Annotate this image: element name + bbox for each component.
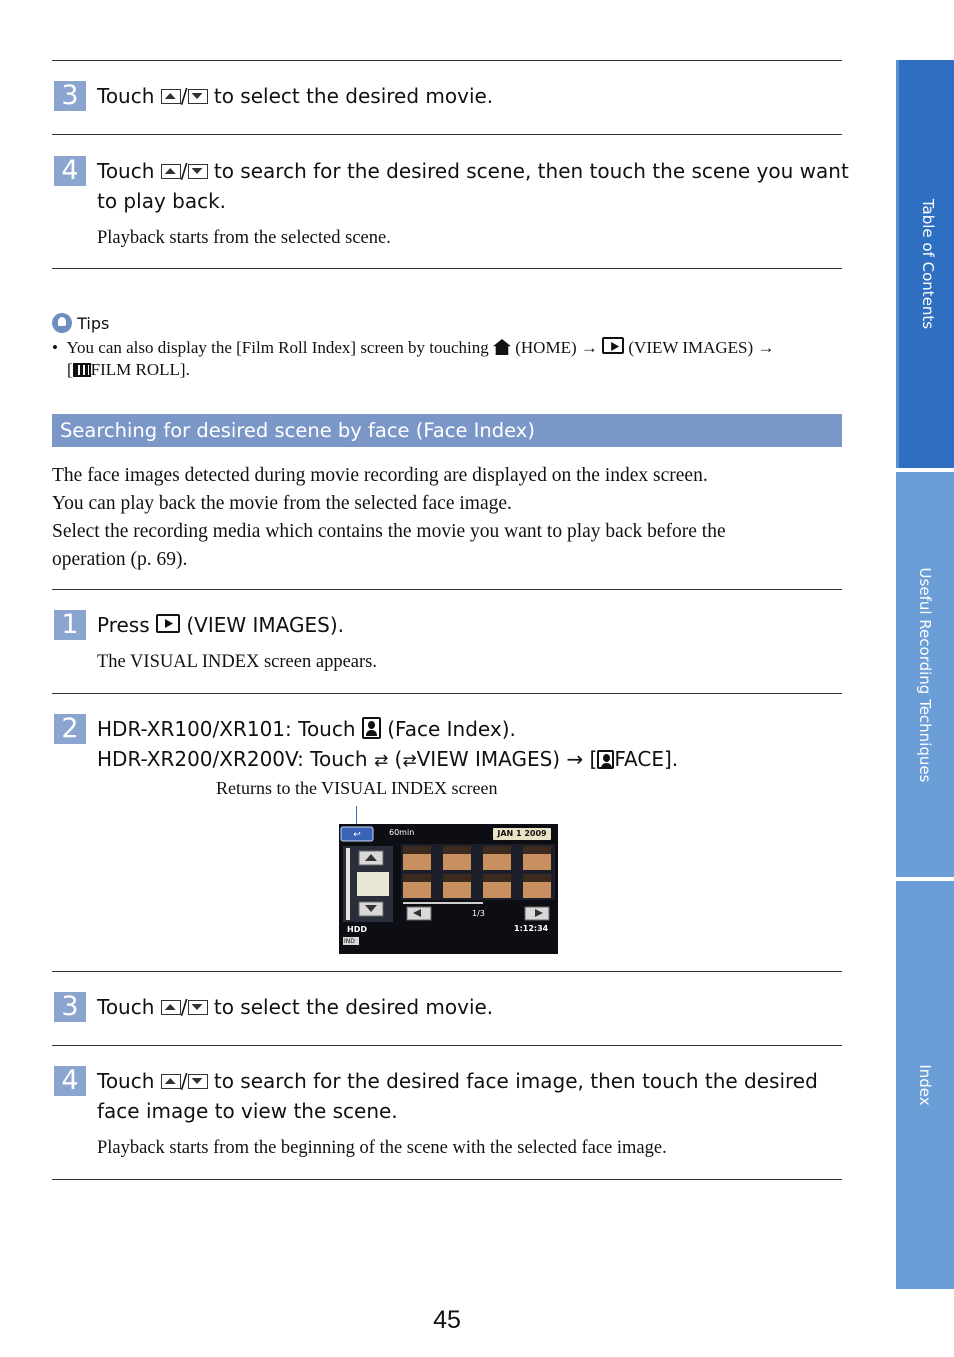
tips-text: [ xyxy=(67,360,73,379)
section-heading: Searching for desired scene by face (Face Index) xyxy=(52,414,842,447)
tips-text: (VIEW IMAGES) xyxy=(628,338,754,357)
up-button-icon xyxy=(161,1000,181,1015)
rule xyxy=(52,971,842,972)
up-button-icon xyxy=(161,89,181,104)
step-number: 3 xyxy=(54,81,86,111)
step-number: 3 xyxy=(54,992,86,1022)
tips-item-line2 xyxy=(67,360,842,380)
step-text: to search for the desired scene, then touch the scene you want xyxy=(207,159,849,183)
tab-label: Useful Recording Techniques xyxy=(916,567,934,782)
tips-block xyxy=(52,313,842,380)
down-button-icon xyxy=(188,1074,208,1089)
step-title xyxy=(97,610,344,640)
slash: / xyxy=(180,84,188,108)
tab-label: Index xyxy=(916,1064,934,1106)
step-text: Touch xyxy=(97,84,161,108)
view-images-icon xyxy=(602,337,624,354)
rule xyxy=(52,693,842,694)
step-text: FACE]. xyxy=(614,747,679,771)
down-button-icon xyxy=(188,1000,208,1015)
svg-text:↩: ↩ xyxy=(353,830,361,840)
step-title xyxy=(97,992,493,1022)
step-title xyxy=(97,81,493,111)
lightbulb-icon xyxy=(52,313,72,333)
rule xyxy=(52,134,842,135)
arrow-icon: → xyxy=(566,747,584,771)
swap-icon: ⇄ xyxy=(373,751,389,771)
step-body: Playback starts from the selected scene. xyxy=(97,228,391,248)
face-index-icon xyxy=(362,717,381,739)
up-button-icon xyxy=(161,164,181,179)
down-button-icon xyxy=(188,164,208,179)
swap-icon: ⇄ xyxy=(402,751,417,771)
intro-line: Select the recording media which contains the movie you want to play back before the xyxy=(52,521,726,542)
page-readout: 1/3 xyxy=(472,909,485,918)
step-number: 4 xyxy=(54,1066,86,1096)
arrow-icon: → xyxy=(757,338,775,357)
tips-text: You can also display the [Film Roll Index] screen by touching xyxy=(66,338,493,357)
step-body: Playback starts from the beginning of the scene with the selected face image. xyxy=(97,1138,667,1158)
step-title xyxy=(97,156,849,186)
date-readout: JAN 1 2009 xyxy=(497,829,547,838)
step-title-line2: to play back. xyxy=(97,189,227,213)
step-text: Press xyxy=(97,613,156,637)
rule xyxy=(52,60,842,61)
face-icon xyxy=(597,750,614,769)
rule xyxy=(52,1179,842,1180)
callout-label: Returns to the VISUAL INDEX screen xyxy=(216,778,498,798)
tips-item xyxy=(52,337,842,358)
step-text: HDR-XR100/XR101: Touch xyxy=(97,717,362,741)
slash: / xyxy=(180,995,188,1019)
step-text: VIEW IMAGES) xyxy=(416,747,567,771)
bullet: • xyxy=(52,338,58,357)
step-text: ( xyxy=(388,747,403,771)
step-text: (VIEW IMAGES). xyxy=(180,613,344,637)
arrow-icon: → xyxy=(580,338,598,357)
intro-line: You can play back the movie from the selected face image. xyxy=(52,493,512,514)
step-4-bottom xyxy=(52,1066,842,1166)
page-number: 45 xyxy=(433,1306,461,1334)
intro-line: The face images detected during movie recording are displayed on the index screen. xyxy=(52,465,708,486)
step-body: The VISUAL INDEX screen appears. xyxy=(97,652,377,672)
tab-table-of-contents[interactable] xyxy=(896,60,954,468)
step-title xyxy=(97,1066,818,1096)
step-text: Touch xyxy=(97,995,161,1019)
intro-line: operation (p. 69). xyxy=(52,549,188,570)
ind-readout: IND xyxy=(344,938,355,945)
camera-screen xyxy=(339,824,558,954)
step-text: (Face Index). xyxy=(380,717,516,741)
step-text: to select the desired movie. xyxy=(207,995,494,1019)
tab-index[interactable] xyxy=(896,881,954,1289)
media-readout: HDD xyxy=(347,925,367,934)
step-text: to search for the desired face image, then touch the desired xyxy=(207,1069,818,1093)
slash: / xyxy=(180,159,188,183)
film-roll-icon xyxy=(73,363,91,377)
tips-heading xyxy=(52,313,842,333)
step-title-line2 xyxy=(97,744,678,776)
rule xyxy=(52,589,842,590)
tab-useful-recording-techniques[interactable] xyxy=(896,472,954,877)
slash: / xyxy=(180,1069,188,1093)
time-readout: 1:12:34 xyxy=(514,924,549,933)
step-4-top xyxy=(52,155,849,256)
step-text: Touch xyxy=(97,159,161,183)
step-text: Touch xyxy=(97,1069,161,1093)
step-number: 2 xyxy=(54,714,86,744)
tips-text: (HOME) xyxy=(515,338,577,357)
up-button-icon xyxy=(161,1074,181,1089)
step-title xyxy=(97,714,516,744)
step-title-line2: face image to view the scene. xyxy=(97,1099,398,1123)
step-number: 1 xyxy=(54,610,86,640)
battery-readout: 60min xyxy=(389,828,415,837)
down-button-icon xyxy=(188,89,208,104)
step-3-bottom xyxy=(52,992,842,1032)
tab-label: Table of Contents xyxy=(919,198,937,330)
rule xyxy=(52,1045,842,1046)
screen-illustration xyxy=(339,824,558,954)
step-1 xyxy=(52,610,842,680)
step-3-top xyxy=(52,81,842,121)
step-number: 4 xyxy=(54,156,86,186)
step-text: HDR-XR200/XR200V: Touch xyxy=(97,747,374,771)
step-text: to select the desired movie. xyxy=(207,84,494,108)
step-text: [ xyxy=(583,747,598,771)
rule xyxy=(52,268,842,269)
view-images-icon xyxy=(156,614,180,633)
intro-paragraph xyxy=(52,462,842,574)
home-icon xyxy=(493,339,511,355)
tips-title: Tips xyxy=(77,314,110,333)
tips-text: FILM ROLL]. xyxy=(90,360,190,379)
